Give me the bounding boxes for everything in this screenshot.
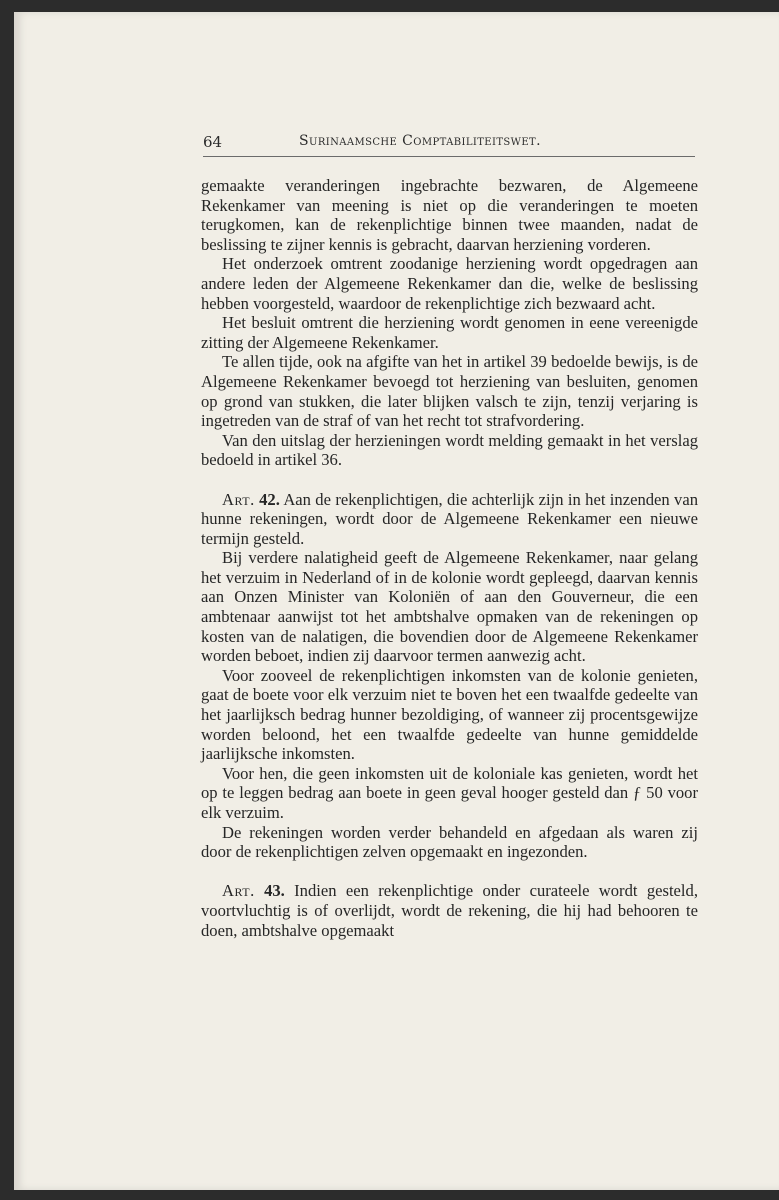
article-number: 42.: [259, 489, 280, 509]
paragraph: De rekeningen worden verder behandeld en afgedaan als waren zij door de rekenplichtigen zelven opgemaakt en ingezonden.: [201, 822, 698, 862]
running-title: Surinaamsche Comptabiliteitswet.: [299, 133, 541, 149]
body-text: [201, 176, 698, 940]
paragraph: gemaakte veranderingen ingebrachte bezwaren, de Algemeene Rekenkamer van meening is niet op die veranderingen te moeten terugkomen, kan de rekenplichtige binnen twee maanden, nadat de beslissing te zijner kennis is gebracht, daarvan herziening vorderen.: [201, 176, 698, 254]
page-number: 64: [203, 133, 223, 151]
article-43-lead: [201, 881, 698, 940]
section-gap: [201, 862, 698, 882]
paragraph: Voor zooveel de rekenplichtigen inkomsten van de kolonie genieten, gaat de boete voor elk verzuim niet te boven het een twaalfde gedeelte van het jaarlijksch bedrag hunner bezoldiging, of wanneer zij procentsgewijze worden beloond, het een twaalfde gedeelte van hunne gemiddelde jaarlijksche inkomsten.: [201, 665, 698, 764]
paragraph: Het onderzoek omtrent zoodanige herziening wordt opgedragen aan andere leden der Algemeene Rekenkamer dan die, welke de beslissing hebben voorgesteld, waardoor de rekenplichtige zich bezwaard acht.: [201, 254, 698, 313]
article-lead-text: Aan de rekenplichtigen, die achterlijk zijn in het inzenden van hunne rekeningen, wordt door de Algemeene Rekenkamer een nieuwe termijn gesteld.: [201, 489, 699, 548]
article-42-lead: [201, 490, 698, 549]
article-number: 43.: [264, 881, 285, 901]
article-label: Art.: [222, 881, 255, 901]
article-label: Art.: [222, 489, 255, 509]
paragraph: Voor hen, die geen inkomsten uit de koloniale kas genieten, wordt het op te leggen bedrag aan boete in geen geval hooger gesteld dan ƒ 50 voor elk verzuim.: [201, 763, 698, 822]
paragraph: Bij verdere nalatigheid geeft de Algemeene Rekenkamer, naar gelang het verzuim in Nederland of in de kolonie wordt gepleegd, daarvan kennis aan Onzen Minister van Koloniën of aan den Gouverneur, die een ambtenaar aanwijst tot het ambtshalve opmaken van de rekeningen op kosten van de nalatigen, die bovendien door de Algemeene Rekenkamer worden beboet, indien zij daarvoor termen aanwezig acht.: [201, 548, 698, 666]
paragraph: Het besluit omtrent die herziening wordt genomen in eene vereenigde zitting der Algemeene Rekenkamer.: [201, 313, 698, 352]
section-gap: [201, 470, 698, 490]
header-rule: [203, 156, 695, 157]
paragraph: Te allen tijde, ook na afgifte van het in artikel 39 bedoelde bewijs, is de Algemeene Rekenkamer bevoegd tot herziening van besluiten, genomen op grond van stukken, die later blijken valsch te zijn, tenzij verjaring is ingetreden van de straf of van het recht tot strafvordering.: [201, 352, 698, 431]
paragraph: Van den uitslag der herzieningen wordt melding gemaakt in het verslag bedoeld in artikel 36.: [201, 430, 698, 470]
article-lead-text: Indien een rekenplichtige onder curateele wordt gesteld, voortvluchtig is of overlijdt, wordt de rekening, die hij had behooren te doen, ambtshalve opgemaakt: [201, 881, 698, 940]
page-header: [203, 133, 695, 157]
